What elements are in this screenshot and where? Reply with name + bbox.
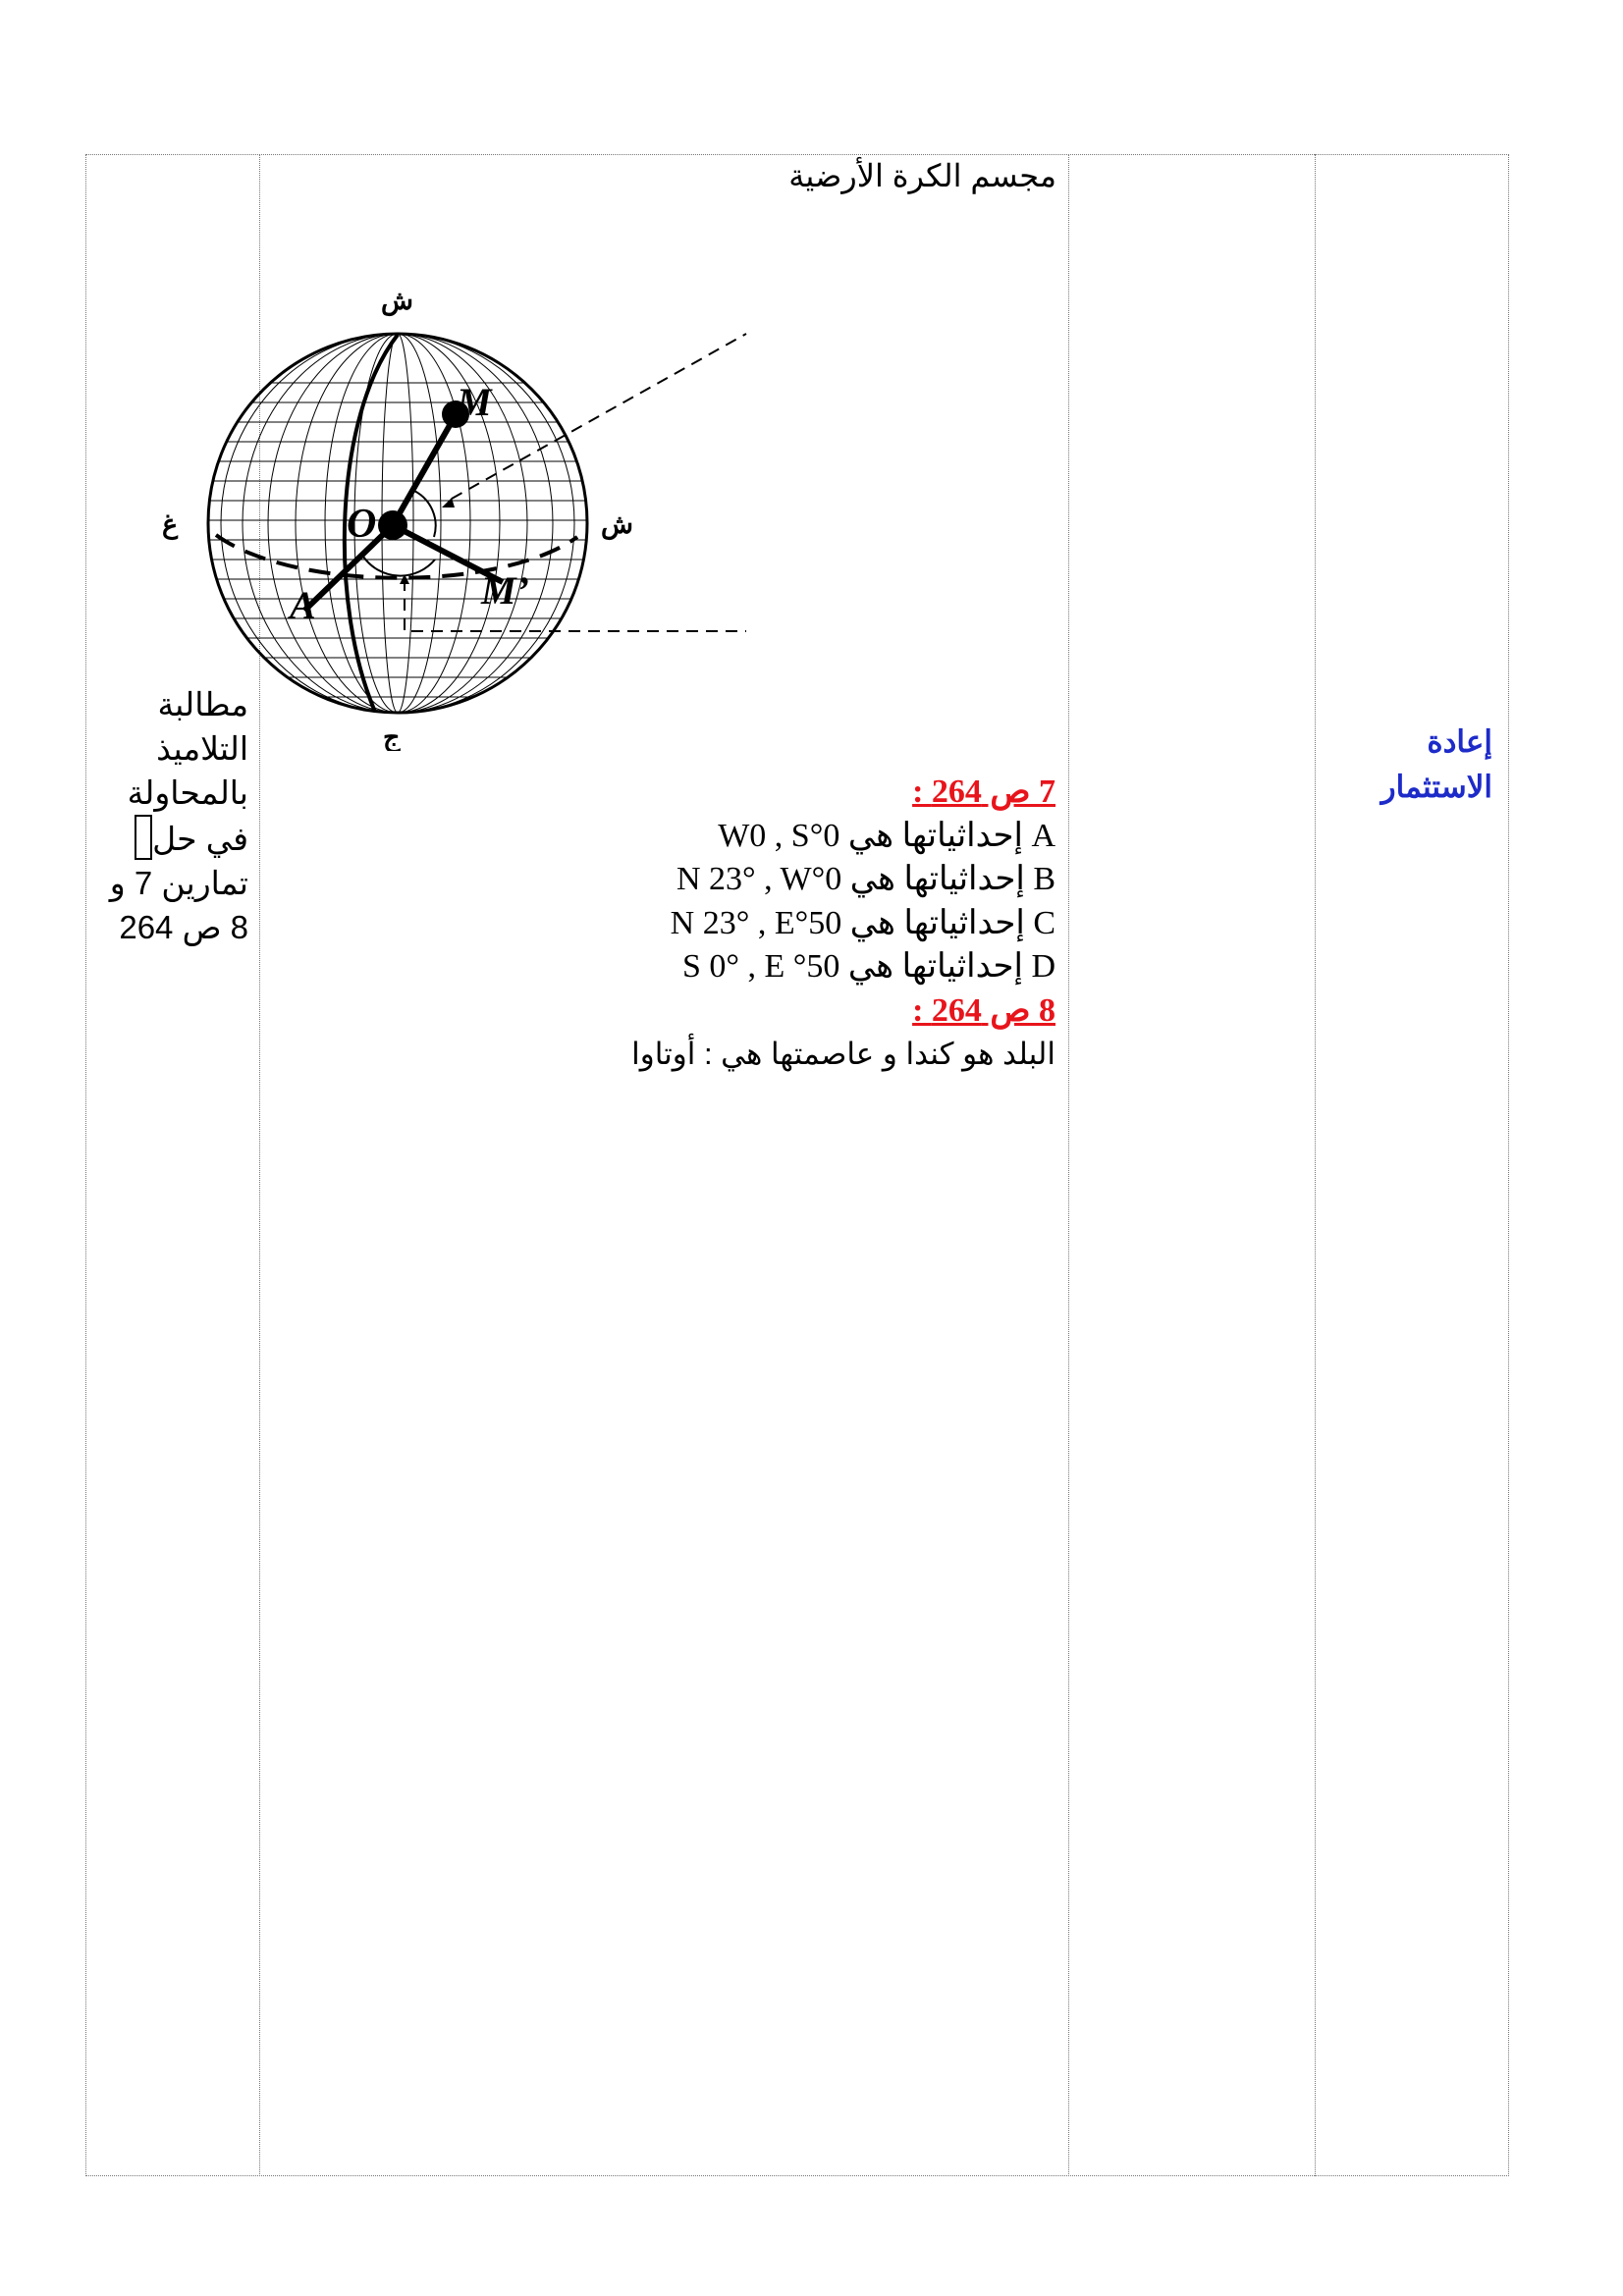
note-line: 8 ص 264 — [119, 909, 248, 945]
note-line: تمارين 7 و — [109, 865, 248, 901]
column-divider — [1315, 154, 1316, 2176]
globe-diagram — [157, 280, 785, 751]
stage-line: إعادة — [1427, 724, 1492, 759]
teacher-note — [91, 682, 248, 949]
exercise-8-answer: البلد هو كندا و عاصمتها هي : أوتاوا — [631, 1037, 1055, 1071]
stage-label — [1296, 720, 1492, 810]
column-divider — [1068, 154, 1069, 2176]
label-a: A — [290, 583, 316, 627]
note-line: التلاميذ — [156, 730, 248, 767]
stage-line: الاستثمار — [1380, 770, 1492, 804]
label-o: O — [347, 502, 377, 547]
exercise-7-line: D إحداثياتها هي 50° S 0° , E — [681, 948, 1055, 985]
south-label: ج — [383, 722, 401, 751]
label-m-prime: M’ — [481, 568, 529, 613]
exercise-7-line: B إحداثياتها هي 0°N 23° , W — [676, 861, 1055, 897]
exercise-7-line: C إحداثياتها هي 50°N 23° , E — [670, 904, 1055, 941]
north-label: ش — [381, 286, 413, 315]
exercise-7-line: A إحداثياتها هي 0°W0 , S — [718, 817, 1055, 854]
label-m: M — [457, 380, 492, 424]
answers-block — [545, 771, 1055, 1077]
note-line — [91, 815, 248, 861]
empty-box-glyph — [135, 815, 152, 860]
west-label: غ — [162, 509, 179, 539]
globe-caption: مجسم الكرة الأرضية — [788, 158, 1056, 193]
note-text: في حل — [152, 821, 248, 857]
note-line: بالمحاولة — [127, 774, 248, 811]
east-label: ش — [601, 509, 633, 539]
note-line: مطالبة — [157, 686, 248, 722]
exercise-8-heading: 8 ص 264 : — [912, 991, 1055, 1029]
exercise-7-heading: 7 ص 264 : — [912, 774, 1055, 810]
